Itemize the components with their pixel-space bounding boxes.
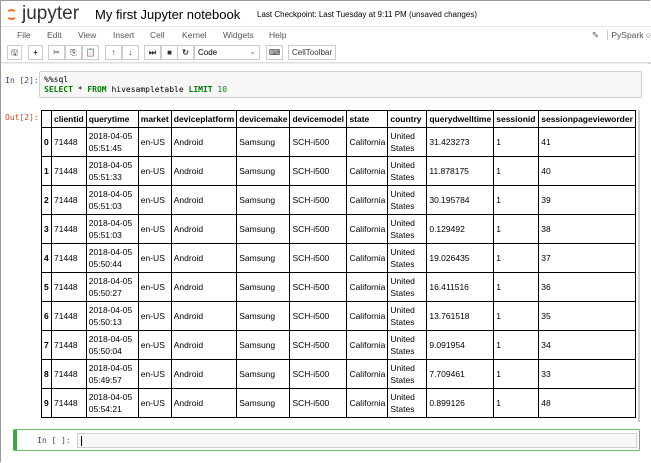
table-cell: SCH-i500 [290,215,347,244]
table-cell: California [347,273,388,302]
table-cell: United States [388,273,427,302]
table-cell: 1 [494,186,539,215]
table-cell: SCH-i500 [290,273,347,302]
table-cell: United States [388,244,427,273]
table-cell: en-US [138,157,171,186]
column-header: querytime [86,111,138,128]
table-cell: 1 [494,157,539,186]
table-cell: 2018-04-05 05:51:03 [86,215,138,244]
table-cell: en-US [138,244,171,273]
table-cell: SCH-i500 [290,302,347,331]
table-cell: en-US [138,128,171,157]
keyboard-icon[interactable]: ⌨ [266,45,283,60]
save-icon[interactable]: 🖫 [7,45,22,60]
table-cell: California [347,186,388,215]
table-cell: California [347,331,388,360]
table-cell: Android [171,273,236,302]
table-cell: 1 [494,244,539,273]
table-cell: California [347,389,388,418]
table-cell: California [347,128,388,157]
table-cell: United States [388,215,427,244]
row-index: 5 [42,273,52,302]
table-cell: 2018-04-05 05:50:44 [86,244,138,273]
row-index: 1 [42,157,52,186]
table-cell: en-US [138,302,171,331]
table-row [42,331,636,360]
table-cell: 0.129492 [427,215,494,244]
move-down-icon[interactable]: ↓ [122,45,139,60]
table-cell: Samsung [237,215,290,244]
table-cell: 2018-04-05 05:51:45 [86,128,138,157]
code-star: * [72,85,88,94]
table-cell: 1 [494,128,539,157]
table-cell: 36 [539,273,636,302]
row-index: 0 [42,128,52,157]
table-cell: 0.899126 [427,389,494,418]
menu-help[interactable]: Help [269,30,287,40]
row-index: 9 [42,389,52,418]
table-cell: Android [171,128,236,157]
table-cell: en-US [138,215,171,244]
table-cell: United States [388,331,427,360]
table-cell: Android [171,244,236,273]
table-cell: United States [388,302,427,331]
table-cell: SCH-i500 [290,244,347,273]
table-cell: 2018-04-05 05:51:33 [86,157,138,186]
table-cell: Samsung [237,389,290,418]
table-cell: California [347,215,388,244]
table-cell: 71448 [52,389,87,418]
table-cell: 71448 [52,157,87,186]
table-cell: 11.878175 [427,157,494,186]
move-up-icon[interactable]: ↑ [105,45,122,60]
table-cell: United States [388,186,427,215]
code-number: 10 [212,85,228,94]
column-header: sessionid [494,111,539,128]
chevron-down-icon: ⌄ [249,47,256,56]
output-table [41,110,636,418]
table-cell: 2018-04-05 05:54:21 [86,389,138,418]
table-cell: 2018-04-05 05:50:13 [86,302,138,331]
new-cell-input[interactable] [77,433,637,448]
table-cell: United States [388,157,427,186]
table-cell: 9.091954 [427,331,494,360]
table-cell: California [347,157,388,186]
table-cell: 71448 [52,273,87,302]
table-cell: Android [171,186,236,215]
table-cell: 1 [494,302,539,331]
column-header: devicemake [237,111,290,128]
notebook-title[interactable]: My first Jupyter notebook [95,7,241,22]
table-header-row [42,111,636,128]
table-cell: 1 [494,331,539,360]
table-cell: en-US [138,360,171,389]
table-cell: 71448 [52,186,87,215]
new-cell-prompt: In [ ]: [37,436,71,445]
table-cell: 35 [539,302,636,331]
table-cell: Samsung [237,273,290,302]
column-header: country [388,111,427,128]
table-cell: Samsung [237,331,290,360]
table-cell: Android [171,157,236,186]
toolbar [1,43,651,63]
kw-limit: LIMIT [188,85,213,94]
menu-view[interactable]: View [78,30,97,40]
table-cell: 16.411516 [427,273,494,302]
table-cell: en-US [138,389,171,418]
table-cell: California [347,302,388,331]
table-row [42,157,636,186]
table-cell: 48 [539,389,636,418]
table-cell: United States [388,360,427,389]
header [1,1,651,27]
table-row [42,302,636,331]
table-cell: 2018-04-05 05:49:57 [86,360,138,389]
table-cell: 1 [494,389,539,418]
run-icon[interactable]: ⏭ [144,45,161,60]
table-cell: 33 [539,360,636,389]
output-prompt: Out[2]: [5,113,39,122]
table-cell: 71448 [52,331,87,360]
cut-icon[interactable]: ✂ [48,45,65,60]
table-row [42,215,636,244]
table-cell: 1 [494,273,539,302]
menu-kernel[interactable]: Kernel [182,30,207,40]
code-line-1: %%sql [44,75,69,84]
menu-bar [1,27,651,43]
table-cell: SCH-i500 [290,331,347,360]
table-row [42,186,636,215]
column-header [42,111,52,128]
table-row [42,360,636,389]
table-cell: en-US [138,331,171,360]
table-cell: SCH-i500 [290,128,347,157]
column-header: deviceplatform [171,111,236,128]
code-line-2 [44,85,637,95]
table-cell: United States [388,128,427,157]
table-cell: SCH-i500 [290,186,347,215]
table-cell: 13.761518 [427,302,494,331]
row-index: 7 [42,331,52,360]
cell-type-select[interactable] [194,45,260,60]
table-cell: 71448 [52,360,87,389]
table-cell: Android [171,331,236,360]
table-cell: Android [171,302,236,331]
table-cell: Samsung [237,157,290,186]
menu-insert[interactable]: Insert [113,30,135,40]
table-cell: 71448 [52,244,87,273]
table-cell: 7.709461 [427,360,494,389]
table-cell: 71448 [52,215,87,244]
column-header: querydwelltime [427,111,494,128]
table-cell: Android [171,215,236,244]
table-cell: 2018-04-05 05:51:03 [86,186,138,215]
paste-icon[interactable]: 📋 [82,45,99,60]
table-cell: SCH-i500 [290,360,347,389]
table-cell: Samsung [237,244,290,273]
column-header: market [138,111,171,128]
table-cell: California [347,360,388,389]
table-row [42,273,636,302]
code-table: hivesampletable [106,85,189,94]
cell-type-value: Code [198,48,218,57]
table-cell: 39 [539,186,636,215]
kw-select: SELECT [44,85,73,94]
table-cell: California [347,244,388,273]
table-cell: 2018-04-05 05:50:04 [86,331,138,360]
table-cell: Samsung [237,128,290,157]
table-row [42,128,636,157]
insert-cell-icon[interactable]: + [28,45,43,60]
table-cell: 1 [494,215,539,244]
table-cell: 31.423273 [427,128,494,157]
logo-text: jupyter [22,3,80,24]
table-cell: Android [171,389,236,418]
jupyter-logo[interactable] [6,3,79,25]
table-cell: SCH-i500 [290,389,347,418]
new-code-cell[interactable] [13,429,640,451]
copy-icon[interactable]: ⎘ [65,45,82,60]
table-cell: en-US [138,186,171,215]
text-cursor [81,436,82,446]
column-header: devicemodel [290,111,347,128]
checkpoint-status: Last Checkpoint: Last Tuesday at 9:11 PM (unsaved changes) [257,10,477,19]
menu-edit[interactable]: Edit [47,30,62,40]
table-row [42,244,636,273]
row-index: 6 [42,302,52,331]
table-cell: 37 [539,244,636,273]
row-index: 4 [42,244,52,273]
column-header: sessionpagevieworder [539,111,636,128]
table-cell: en-US [138,273,171,302]
table-cell: 2018-04-05 05:50:27 [86,273,138,302]
kernel-status-icon: ○ [645,30,651,40]
edit-pencil-icon[interactable]: ✎ [592,30,600,40]
table-cell: 38 [539,215,636,244]
table-cell: 40 [539,157,636,186]
table-cell: Samsung [237,186,290,215]
code-input[interactable] [39,71,642,98]
row-index: 8 [42,360,52,389]
table-cell: 71448 [52,128,87,157]
table-cell: 30.195784 [427,186,494,215]
menu-widgets[interactable]: Widgets [223,30,254,40]
row-index: 2 [42,186,52,215]
table-cell: SCH-i500 [290,157,347,186]
input-prompt: In [2]: [5,76,39,85]
menu-cell[interactable]: Cell [150,30,165,40]
menu-file[interactable]: File [17,30,31,40]
table-cell: Android [171,360,236,389]
column-header: clientid [52,111,87,128]
table-cell: 71448 [52,302,87,331]
table-cell: United States [388,389,427,418]
table-cell: 1 [494,360,539,389]
table-cell: Samsung [237,360,290,389]
kernel-name: PySpark [607,30,643,40]
table-row [42,389,636,418]
jupyter-logo-icon [6,9,17,20]
table-cell: 19.026435 [427,244,494,273]
row-index: 3 [42,215,52,244]
kw-from: FROM [87,85,107,94]
column-header: state [347,111,388,128]
table-cell: 34 [539,331,636,360]
table-cell: 41 [539,128,636,157]
table-cell: Samsung [237,302,290,331]
kernel-indicator [607,30,651,40]
celltoolbar-button[interactable]: CellToolbar [288,45,336,60]
restart-icon[interactable]: ↻ [177,45,194,60]
stop-icon[interactable]: ■ [161,45,178,60]
